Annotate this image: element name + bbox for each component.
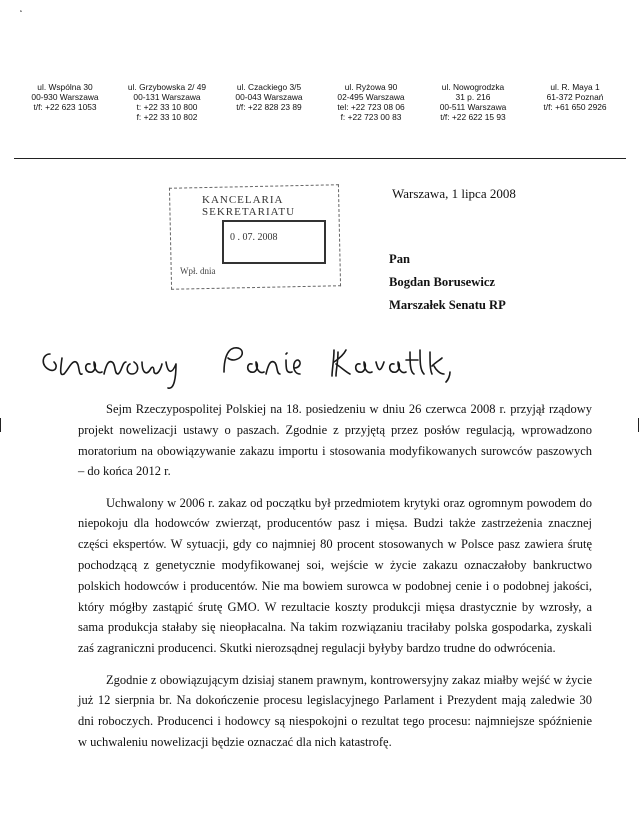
handwritten-salutation [38, 332, 458, 392]
recipient-block [389, 248, 506, 317]
scan-edge-mark-left [0, 418, 1, 432]
recipient-name: Bogdan Borusewicz [389, 275, 496, 289]
recipient-title: Pan [389, 252, 410, 266]
letterhead-divider [14, 158, 626, 159]
org-address: ul. Nowogrodzka 31 p. 216 00-511 Warszawa t/f: +22 622 15 93 [439, 82, 507, 122]
stamp-date: 0 . 07. 2008 [230, 232, 278, 243]
paragraph: Zgodnie z obowiązującym dzisiaj stanem prawnym, kontrowersyjny zakaz miałby wejść w życie już 12 sierpnia br. Na dokończenie procesu legislacyjnego Parlament i Prezydent mają zaledwie 30 dni roboczych. Producenci i hodowcy są niespokojni o rezultat tego procesu: najmniejsze spóźnienie w uchwaleniu nowelizacji będzie oznaczać dla nich katastrofę. [78, 672, 592, 749]
recipient-position: Marszałek Senatu RP [389, 298, 506, 312]
org-address: ul. Grzybowska 2/ 49 00-131 Warszawa t: +22 33 10 800 f: +22 33 10 802 [127, 82, 207, 122]
org-address: ul. Czackiego 3/5 00-043 Warszawa t/f: +22 828 23 89 [235, 82, 303, 112]
paragraph: Sejm Rzeczypospolitej Polskiej na 18. posiedzeniu w dniu 26 czerwca 2008 r. przyjął rządowy projekt nowelizacji ustawy o paszach. Zgodnie z przyjętą przez posłów regulacją, wprowadzono moratorium na obowiązywanie zakazu importu i stosowania modyfikowanych surowców paszowych – do końca 2012 r. [78, 402, 592, 479]
letterhead [14, 4, 626, 154]
org-address: ul. Wspólna 30 00-930 Warszawa t/f: +22 623 1053 [31, 82, 99, 112]
place-and-date: Warszawa, 1 lipca 2008 [392, 186, 516, 201]
org-address: ul. Ryżowa 90 02-495 Warszawa tel: +22 723 08 06 f: +22 723 00 83 [337, 82, 405, 122]
stamp-office: KANCELARIA SEKRETARIATU [202, 194, 296, 218]
paragraph: Uchwalony w 2006 r. zakaz od początku był przedmiotem krytyki oraz ogromnym powodem do niepokoju dla hodowców zwierząt, producentów pasz i mięsa. Budzi także zastrzeżenia znacznej części ekspertów. W sytuacji, gdy co najmniej 80 procent stosowanych w Polsce pasz zawiera śrutę pochodzącą z genetycznie modyfikowanej soi, wejście w życie zakazu oznaczałoby bankructwo polskich hodowców i producentów. Nie ma bowiem surowca w podobnej cenie i o podobnej jakości, który mógłby zastąpić śrutę GMO. W rezultacie koszty produkcji mięsa drastycznie by wzrosły, a sama produkcja stałaby się nieopłacalna. Na takim rozwiązaniu traciłaby polska gospodarka, zyskali zaś zagraniczni producenci. Skutki nierozsądnej regulacji byłyby bardzo trudne do odwrócenia. [78, 495, 592, 656]
tick-mark: ˛ [20, 2, 23, 12]
org-address: ul. R. Maya 1 61-372 Poznań t/f: +61 650 2926 [543, 82, 607, 112]
handwriting-svg [38, 332, 458, 392]
letter-body [78, 399, 592, 763]
stamp-received: Wpł. dnia [180, 266, 216, 276]
scan-edge-mark-right [638, 418, 639, 432]
registry-stamp [170, 186, 340, 288]
